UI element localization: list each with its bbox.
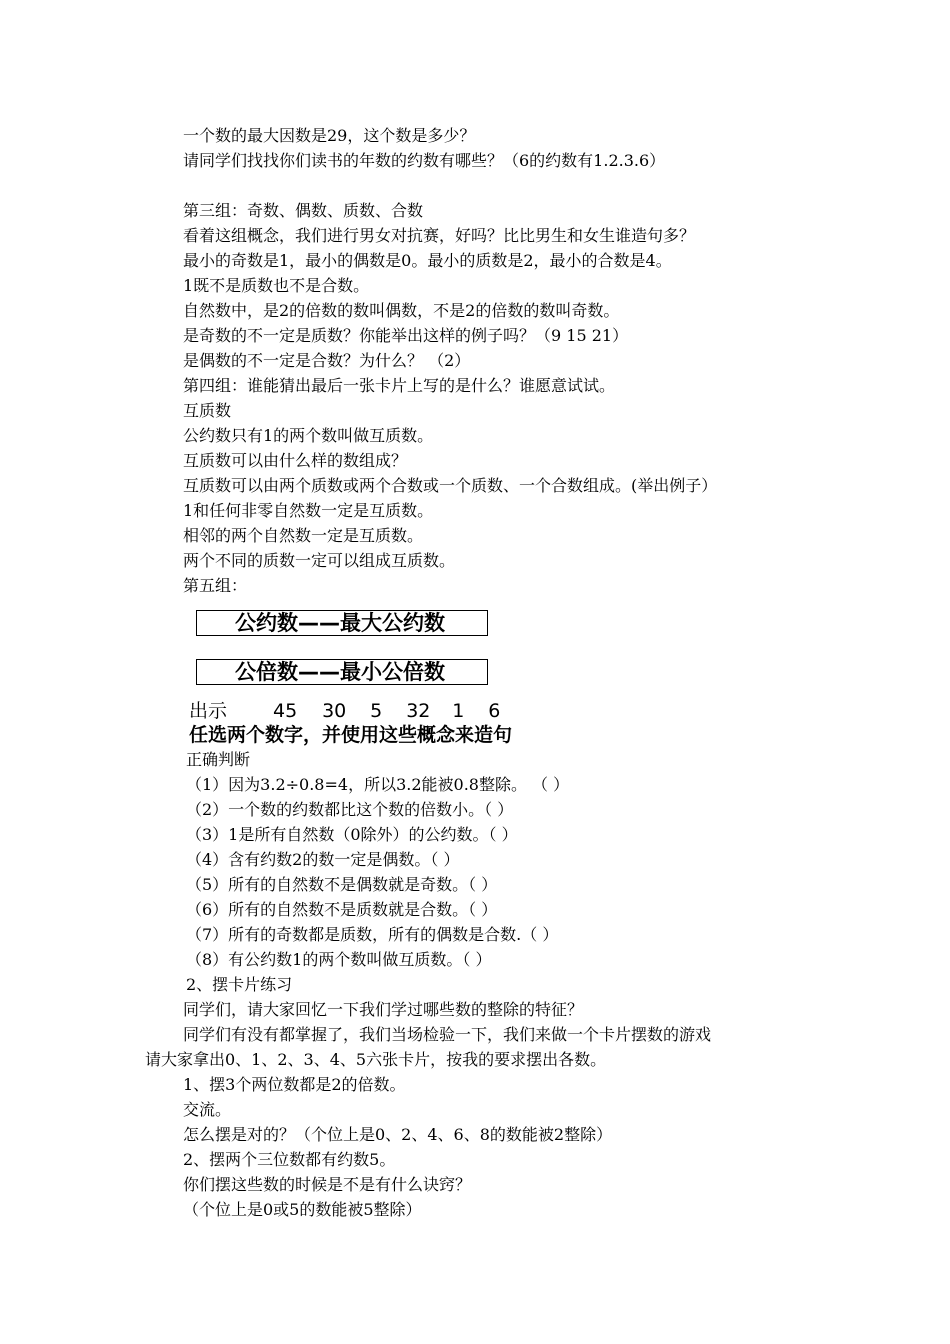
number-card: 6 [488, 700, 501, 722]
judge-item: （3）1是所有自然数（0除外）的公约数。（ ） [186, 825, 518, 844]
concept-card-lcm: 公倍数——最小公倍数 [196, 659, 488, 685]
judge-item: （1）因为3.2÷0.8=4，所以3.2能被0.8整除。 （ ） [186, 775, 570, 794]
text-line: 是奇数的不一定是质数？你能举出这样的例子吗？（9 15 21） [183, 326, 629, 345]
text-line: 同学们，请大家回忆一下我们学过哪些数的整除的特征？ [183, 1000, 584, 1019]
text-line: 1既不是质数也不是合数。 [183, 276, 370, 295]
text-line: 公约数只有1的两个数叫做互质数。 [183, 426, 434, 445]
text-line: 一个数的最大因数是29，这个数是多少？ [183, 126, 476, 145]
text-line: 看着这组概念，我们进行男女对抗赛，好吗？比比男生和女生谁造句多？ [183, 226, 696, 245]
text-line: 互质数 [183, 401, 232, 420]
text-line: 互质数可以由两个质数或两个合数或一个质数、一个合数组成。(举出例子） [183, 476, 718, 495]
group4-heading: 第四组：谁能猜出最后一张卡片上写的是什么？谁愿意试试。 [183, 376, 616, 395]
number-card: 1 [452, 700, 465, 722]
text-line: 两个不同的质数一定可以组成互质数。 [183, 551, 456, 570]
show-numbers-line [189, 699, 500, 723]
text-line: 怎么摆是对的？（个位上是0、2、4、6、8的数能被2整除） [183, 1125, 613, 1144]
section2-title: 2、摆卡片练习 [186, 975, 293, 994]
text-line: 请同学们找找你们读书的年数的约数有哪些？（6的约数有1.2.3.6） [183, 151, 666, 170]
text-line: 同学们有没有都掌握了，我们当场检验一下，我们来做一个卡片摆数的游戏 [183, 1025, 712, 1044]
judge-item: （6）所有的自然数不是质数就是合数。（ ） [186, 900, 498, 919]
judge-title: 正确判断 [186, 750, 251, 769]
text-line: 互质数可以由什么样的数组成？ [183, 451, 408, 470]
text-line: 2、摆两个三位数都有约数5。 [183, 1150, 396, 1169]
text-line: 交流。 [183, 1100, 232, 1119]
text-line: 最小的奇数是1，最小的偶数是0。最小的质数是2，最小的合数是4。 [183, 251, 672, 270]
text-line: 你们摆这些数的时候是不是有什么诀窍？ [183, 1175, 472, 1194]
task-instruction: 任选两个数字，并使用这些概念来造句 [189, 724, 513, 746]
text-line: 是偶数的不一定是合数？为什么？ （2） [183, 351, 471, 370]
text-line: 相邻的两个自然数一定是互质数。 [183, 526, 424, 545]
judge-item: （7）所有的奇数都是质数，所有的偶数是合数.（ ） [186, 925, 559, 944]
text-line: 1和任何非零自然数一定是互质数。 [183, 501, 434, 520]
judge-item: （8）有公约数1的两个数叫做互质数。（ ） [186, 950, 492, 969]
judge-item: （4）含有约数2的数一定是偶数。（ ） [186, 850, 460, 869]
show-label: 出示 [189, 700, 228, 722]
concept-card-gcd: 公约数——最大公约数 [196, 610, 488, 636]
text-line: 1、摆3个两位数都是2的倍数。 [183, 1075, 406, 1094]
text-line: 自然数中，是2的倍数的数叫偶数，不是2的倍数的数叫奇数。 [183, 301, 620, 320]
group3-heading: 第三组：奇数、偶数、质数、合数 [183, 201, 424, 220]
number-card: 32 [406, 700, 431, 722]
judge-item: （5）所有的自然数不是偶数就是奇数。（ ） [186, 875, 498, 894]
number-card: 5 [370, 700, 383, 722]
text-line: （个位上是0或5的数能被5整除） [183, 1200, 422, 1219]
judge-item: （2）一个数的约数都比这个数的倍数小。（ ） [186, 800, 514, 819]
number-card: 30 [322, 700, 347, 722]
number-card: 45 [273, 700, 298, 722]
group5-heading: 第五组： [183, 576, 248, 595]
text-line: 请大家拿出0、1、2、3、4、5六张卡片，按我的要求摆出各数。 [145, 1050, 607, 1069]
